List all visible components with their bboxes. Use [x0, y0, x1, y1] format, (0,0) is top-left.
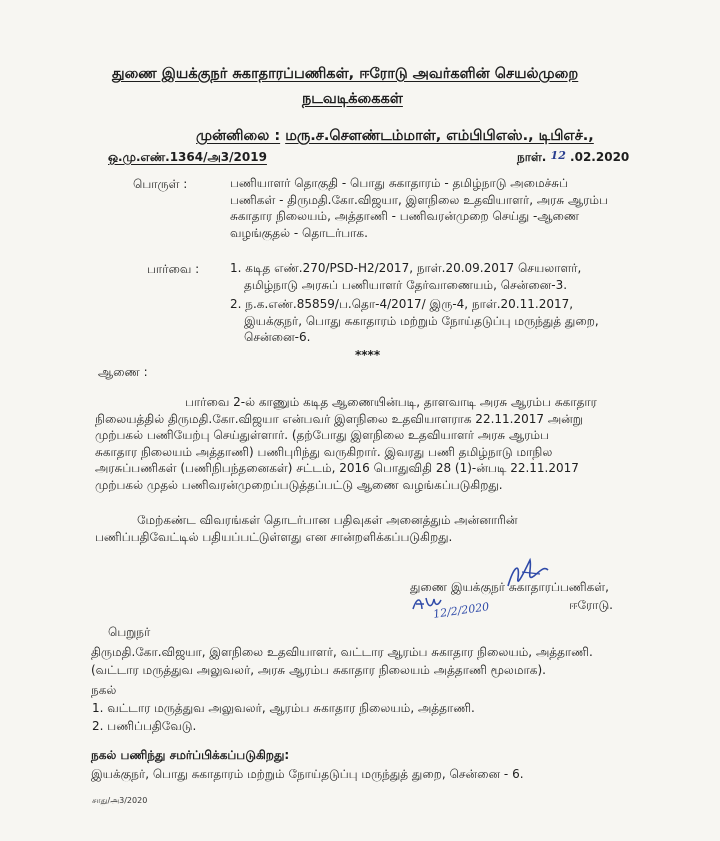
signature-designation: துணை இயக்குநர் சுகாதாரப்பணிகள்,: [410, 580, 609, 594]
order-line: முற்பகல் பணியேற்பு செய்துள்ளார். (தற்போது இளநிலை உதவியாளர் அரசு ஆரம்ப: [95, 428, 550, 442]
reference-item-1: [230, 260, 581, 293]
submitted-line: இயக்குநர், பொது சுகாதாரம் மற்றும் நோய்தடுப்பு மருந்துத் துறை, சென்னை - 6.: [91, 767, 524, 781]
separator-stars: ****: [355, 348, 381, 362]
order-paragraph-2: [95, 512, 517, 545]
subject-line: பணிகள் - திருமதி.கோ.விஜயா, இளநிலை உதவியாளர், அரசு ஆரம்ப: [230, 192, 608, 207]
signature-place: ஈரோடு.: [569, 598, 613, 612]
copy-label: நகல்: [91, 683, 117, 697]
reference-line: சென்னை-6.: [244, 330, 311, 344]
date-suffix: .02.2020: [570, 150, 630, 164]
date-label: நாள்.: [517, 150, 547, 164]
order-line: நிலையத்தில் திருமதி.கோ.விஜயா என்பவர் இளநிலை உதவியாளராக 22.11.2017 அன்று: [95, 411, 583, 426]
presence-name: மரு.ச.சௌண்டம்மாள், எம்பிபிஎஸ்., டிபிஎச்.,: [285, 128, 594, 144]
subject-text: [230, 175, 608, 241]
reference-date: [517, 150, 629, 166]
reference-line: கடித எண்.270/PSD-H2/2017, நாள்.20.09.2017 செயலாளர்,: [245, 261, 582, 275]
copy-item-1: 1. வட்டார மருத்துவ அலுவலர், ஆரம்ப சுகாதார நிலையம், அத்தாணி.: [92, 701, 475, 715]
order-line: மேற்கண்ட விவரங்கள் தொடர்பான பதிவுகள் அனைத்தும் அன்னாரின்: [137, 513, 518, 527]
subject-line: வழங்குதல் - தொடர்பாக.: [230, 225, 368, 240]
order-line: சுகாதார நிலையம் அத்தாணி) பணிபுரிந்து வருகிறார். இவரது பணி தமிழ்நாடு மாநில: [95, 444, 553, 459]
order-line: பார்வை 2-ல் காணும் கடித ஆணையின்படி, தாளவாடி அரசு ஆரம்ப சுகாதார: [185, 395, 597, 409]
footer-code: சாது/அ3/2020: [92, 796, 148, 805]
subject-line: சுகாதார நிலையம், அத்தாணி - பணிவரன்முறை செய்து -ஆணை: [230, 209, 580, 223]
presence-line: [196, 128, 594, 146]
handwritten-date: 12/2/2020: [432, 600, 491, 621]
references-label: பார்வை :: [147, 262, 200, 276]
order-line: பணிப்பதிவேட்டில் பதியப்பட்டுள்ளது என சான்றளிக்கப்படுகிறது.: [95, 529, 453, 544]
order-paragraph-1: [95, 394, 597, 493]
order-line: முற்பகல் முதல் பணிவரன்முறைப்படுத்தப்பட்டு ஆணை வழங்கப்படுகிறது.: [95, 477, 503, 492]
title-line-1: துணை இயக்குநர் சுகாதாரப்பணிகள், ஈரோடு அவர்களின் செயல்முறை: [112, 66, 579, 82]
recipient-line-1: திருமதி.கோ.விஜயா, இளநிலை உதவியாளர், வட்டார ஆரம்ப சுகாதார நிலையம், அத்தாணி.: [91, 645, 593, 659]
title-line-2: நடவடிக்கைகள்: [302, 91, 403, 107]
date-handwritten: 12: [550, 149, 566, 162]
order-label: ஆணை :: [98, 365, 148, 379]
reference-item-2: [230, 296, 599, 346]
subject-line: பணியாளர் தொகுதி - பொது சுகாதாரம் - தமிழ்நாடு அமைச்சுப்: [230, 176, 569, 190]
copy-item-2: 2. பணிப்பதிவேடு.: [92, 719, 197, 733]
reference-line: தமிழ்நாடு அரசுப் பணியாளர் தேர்வாணையம், சென்னை-3.: [244, 277, 568, 292]
reference-line: ந.க.எண்.85859/ப.தொ-4/2017/ இரு-4, நாள்.20.11.2017,: [245, 297, 574, 311]
reference-num: 2.: [230, 297, 242, 311]
subject-label: பொருள் :: [133, 177, 188, 191]
reference-line: இயக்குநர், பொது சுகாதாரம் மற்றும் நோய்தடுப்பு மருந்துத் துறை,: [244, 313, 599, 328]
submitted-label: நகல் பணிந்து சமர்ப்பிக்கப்படுகிறது:: [91, 748, 290, 762]
reference-num: 1.: [230, 261, 242, 275]
order-line: அரசுப்பணிகள் (பணிநிபந்தனைகள்) சட்டம், 2016 பொதுவிதி 28 (1)-ன்படி 22.11.2017: [95, 461, 579, 475]
reference-number: ஒ.மு.எண்.1364/அ3/2019: [108, 150, 267, 164]
recipient-label: பெறுநர்: [108, 625, 151, 639]
recipient-line-2: (வட்டார மருத்துவ அலுவலர், அரசு ஆரம்ப சுகாதார நிலையம் அத்தாணி மூலமாக).: [91, 663, 546, 677]
presence-label: முன்னிலை :: [196, 128, 281, 144]
